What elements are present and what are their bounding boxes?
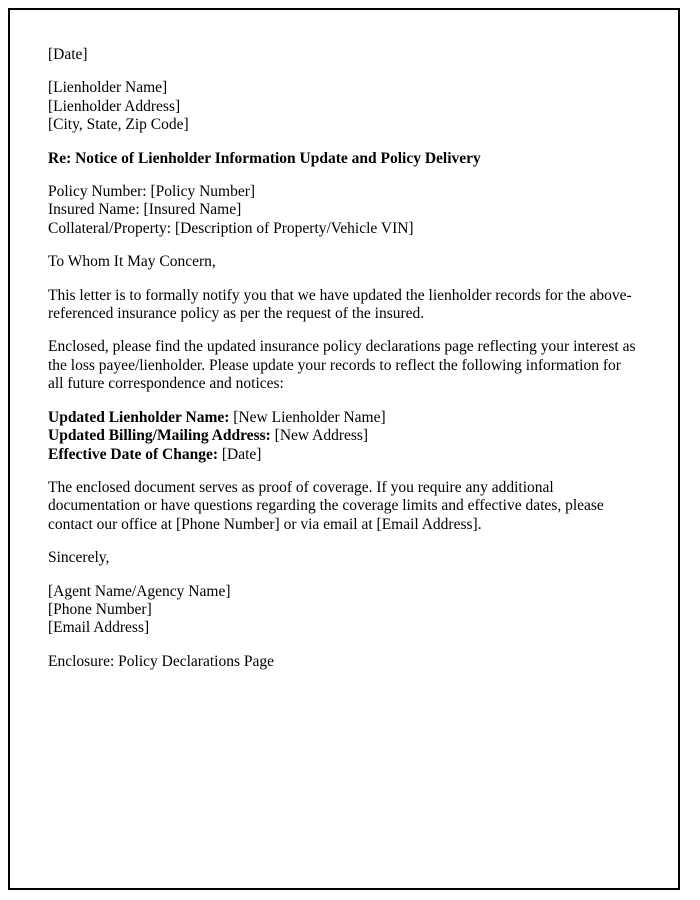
- recipient-address-block: [48, 79, 640, 134]
- closing-block: [48, 549, 640, 567]
- updated-billing-address-label: Updated Billing/Mailing Address:: [48, 427, 271, 445]
- subject-line: Re: Notice of Lienholder Information Update and Policy Delivery: [48, 149, 481, 167]
- body-paragraph-2: [48, 338, 640, 393]
- subject-block: [48, 150, 640, 168]
- salutation-block: [48, 253, 640, 271]
- effective-date-line: [48, 446, 640, 464]
- date-block: [48, 46, 640, 64]
- enclosure-block: [48, 653, 640, 671]
- policy-info-block: [48, 183, 640, 238]
- updated-billing-address-value: [New Address]: [270, 427, 369, 445]
- paragraph-text: The enclosed document serves as proof of coverage. If you require any additional documentation or have questions regarding the coverage limits and effective dates, please contact our office at [Phone Number] or via email at [Email Address].: [48, 478, 604, 533]
- paragraph-text: This letter is to formally notify you that we have updated the lienholder records for the above-referenced insurance policy as per the request of the insured.: [48, 286, 632, 323]
- updated-lienholder-name-label: Updated Lienholder Name:: [48, 408, 230, 426]
- updated-lienholder-name-value: [New Lienholder Name]: [229, 408, 386, 426]
- recipient-address: [Lienholder Address]: [48, 97, 181, 115]
- collateral-line: Collateral/Property: [Description of Property/Vehicle VIN]: [48, 219, 414, 237]
- updated-billing-address-line: [48, 427, 640, 445]
- signature-block: [48, 583, 640, 638]
- signature-email: [Email Address]: [48, 619, 150, 637]
- updated-lienholder-name-line: [48, 409, 640, 427]
- salutation: To Whom It May Concern,: [48, 253, 216, 271]
- body-paragraph-3: [48, 479, 640, 534]
- effective-date-value: [Date]: [218, 445, 262, 463]
- body-paragraph-1: [48, 287, 640, 324]
- insured-name-line: Insured Name: [Insured Name]: [48, 201, 242, 219]
- paragraph-text: Enclosed, please find the updated insurance policy declarations page reflecting your interest as the loss payee/lienholder. Please update your records to reflect the following information for all future correspondence and notices:: [48, 338, 636, 393]
- effective-date-label: Effective Date of Change:: [48, 445, 219, 463]
- date-placeholder: [Date]: [48, 46, 88, 63]
- recipient-city-state-zip: [City, State, Zip Code]: [48, 116, 189, 134]
- signature-name: [Agent Name/Agency Name]: [48, 582, 231, 600]
- enclosure-line: Enclosure: Policy Declarations Page: [48, 652, 274, 670]
- updated-info-block: [48, 409, 640, 464]
- closing: Sincerely,: [48, 549, 110, 567]
- letter-content: [48, 46, 640, 686]
- policy-number-line: Policy Number: [Policy Number]: [48, 183, 256, 201]
- recipient-name: [Lienholder Name]: [48, 79, 168, 97]
- signature-phone: [Phone Number]: [48, 600, 152, 618]
